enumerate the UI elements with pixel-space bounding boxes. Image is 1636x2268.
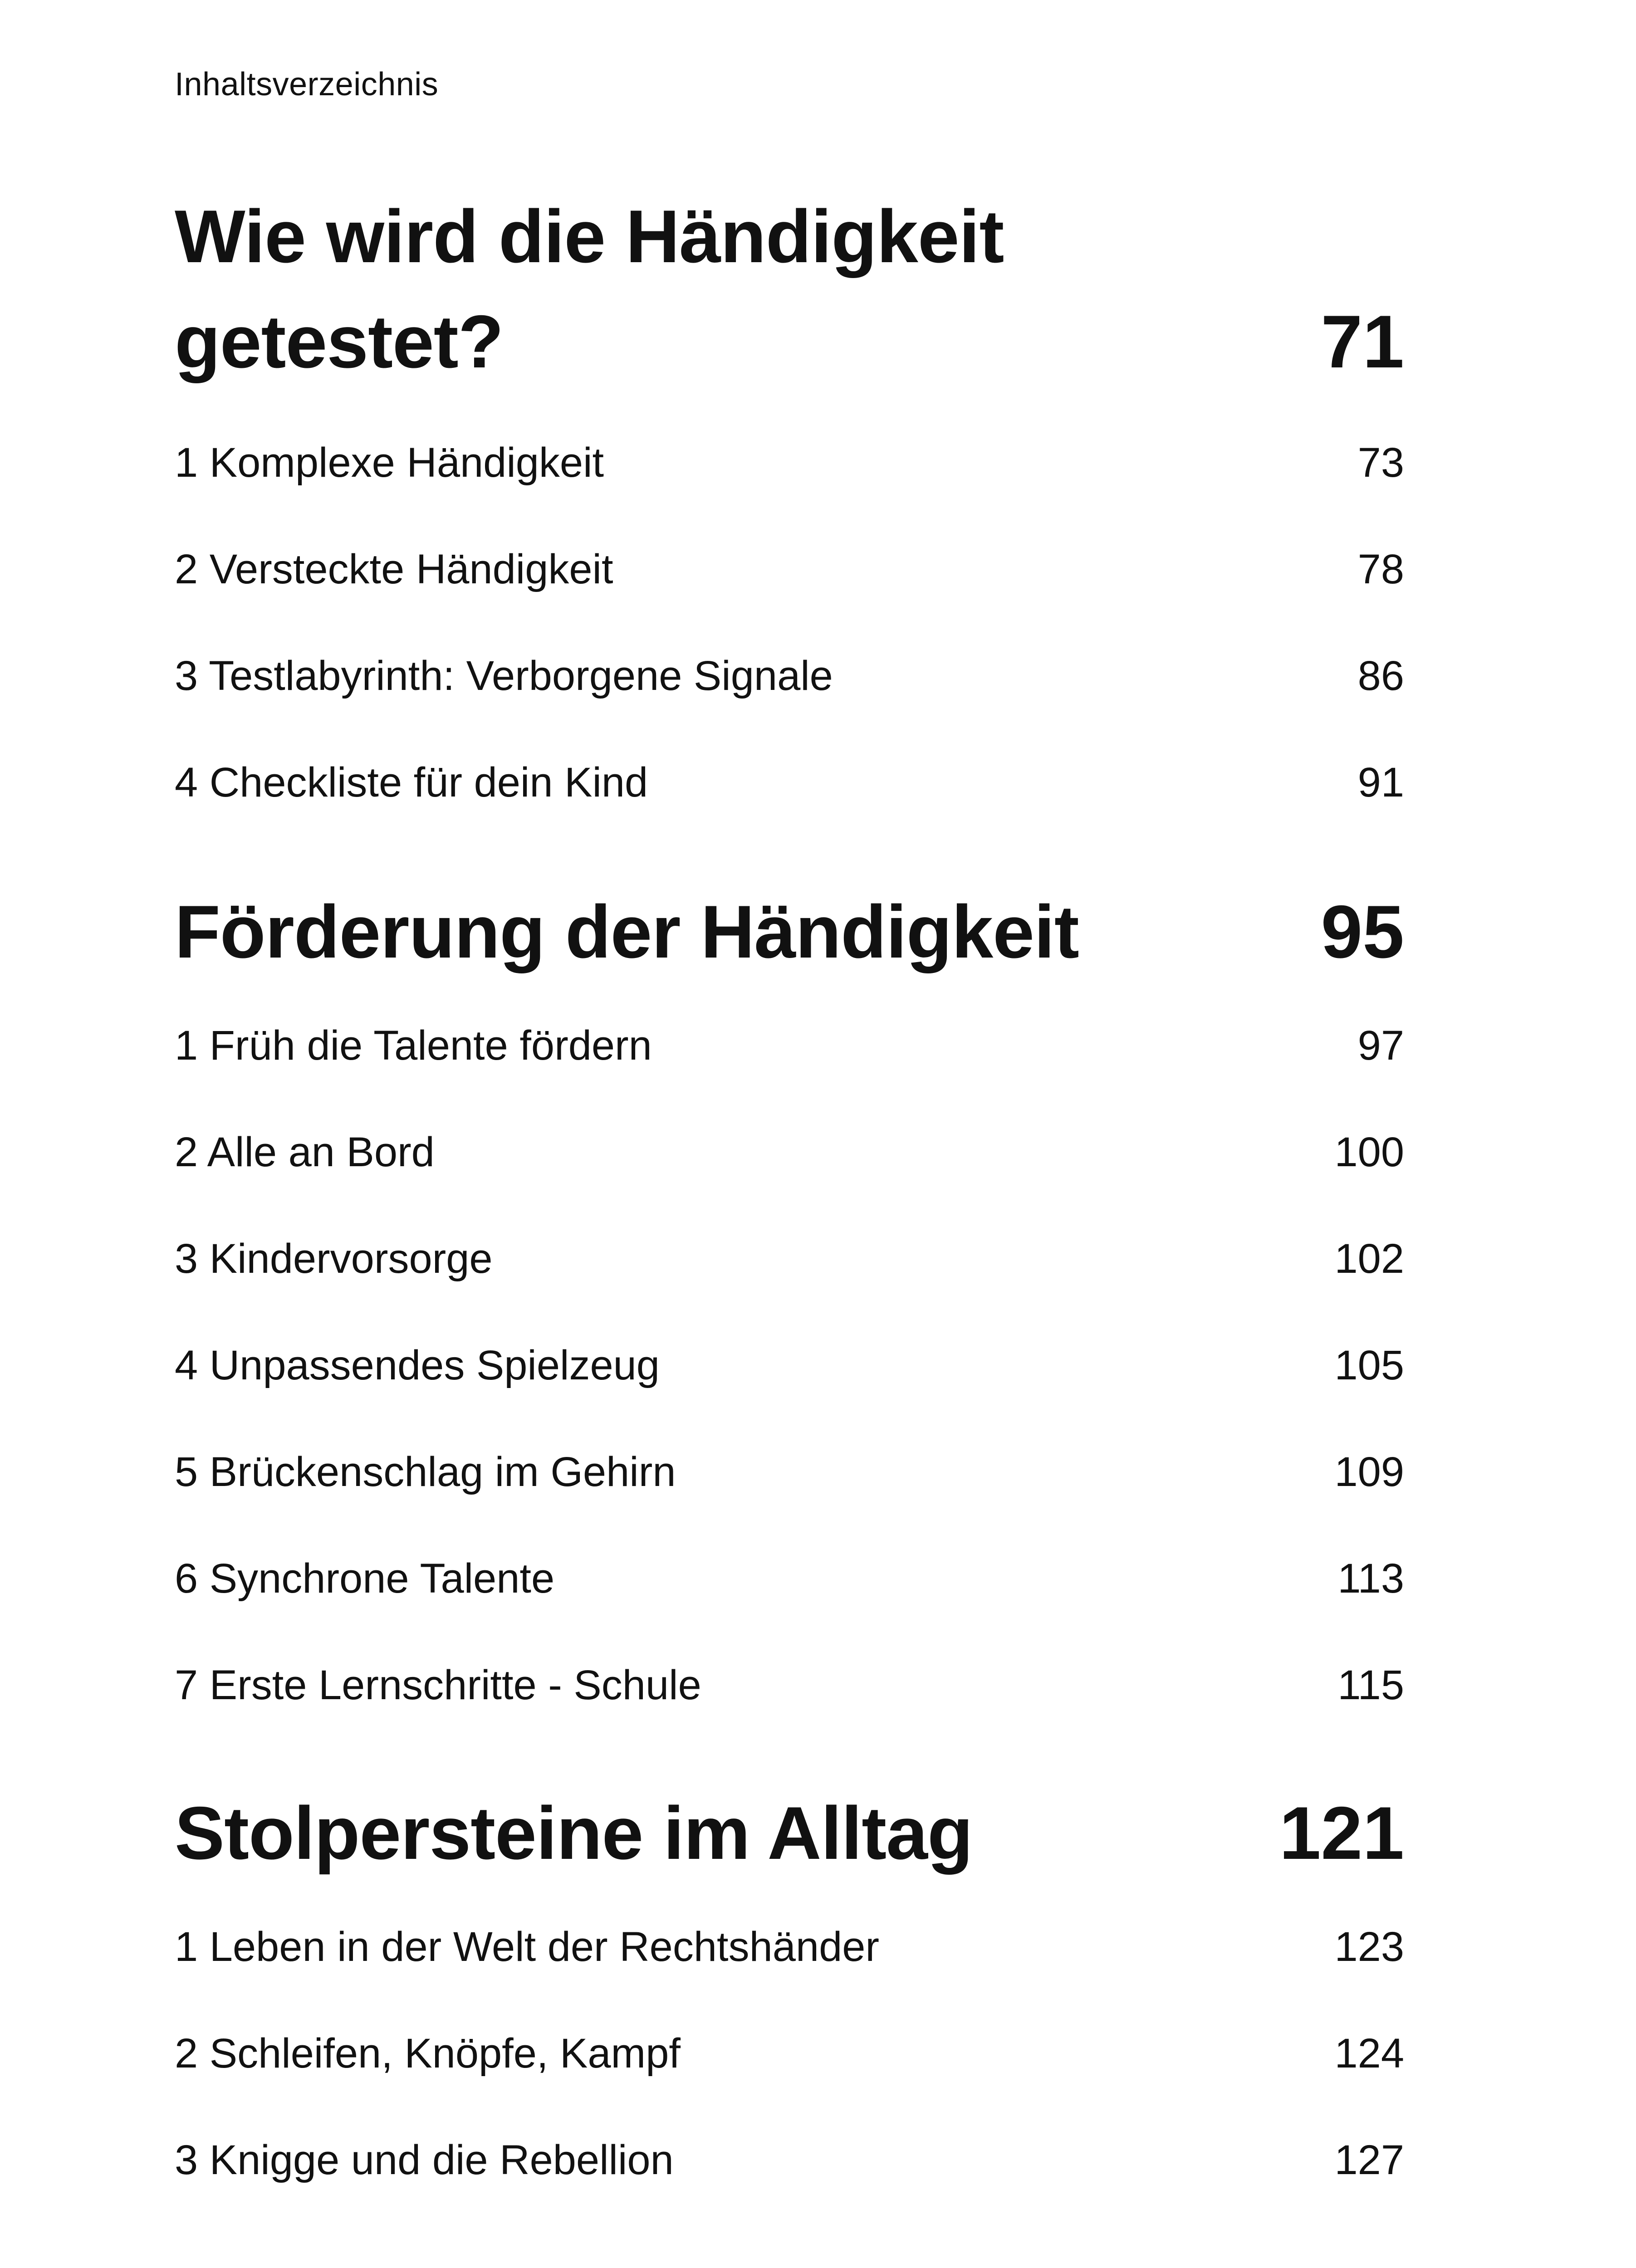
toc-entry[interactable] bbox=[175, 1556, 1404, 1601]
entry-label: 6 Synchrone Talente bbox=[175, 1555, 555, 1602]
entry-page-number: 91 bbox=[1357, 759, 1404, 806]
entry-label: 3 Knigge und die Rebellion bbox=[175, 2137, 674, 2183]
toc-entry[interactable] bbox=[175, 440, 1404, 485]
entry-page-number: 78 bbox=[1357, 546, 1404, 592]
toc-entry[interactable] bbox=[175, 1129, 1404, 1175]
entry-label: 2 Schleifen, Knöpfe, Kampf bbox=[175, 2030, 681, 2077]
entry-page-number: 105 bbox=[1334, 1342, 1404, 1388]
entry-page-number: 124 bbox=[1334, 2030, 1404, 2077]
entry-page-number: 127 bbox=[1334, 2137, 1404, 2183]
entry-label: 7 Erste Lernschritte - Schule bbox=[175, 1662, 701, 1708]
toc-entry[interactable] bbox=[175, 2031, 1404, 2076]
toc-entry[interactable] bbox=[175, 1343, 1404, 1388]
running-head: Inhaltsverzeichnis bbox=[175, 66, 439, 103]
entry-page-number: 73 bbox=[1357, 440, 1404, 486]
toc-entry[interactable] bbox=[175, 1449, 1404, 1495]
entry-page-number: 115 bbox=[1337, 1662, 1404, 1708]
entry-label: 4 Checkliste für dein Kind bbox=[175, 759, 648, 806]
entry-label: 1 Leben in der Welt der Rechtshänder bbox=[175, 1924, 880, 1970]
section-page-number: 71 bbox=[1321, 300, 1404, 383]
entry-page-number: 97 bbox=[1357, 1022, 1404, 1069]
entry-page-number: 102 bbox=[1334, 1236, 1404, 1282]
toc-entry[interactable] bbox=[175, 760, 1404, 805]
section-title: Förderung der Händigkeit bbox=[175, 890, 1079, 973]
entry-page-number: 86 bbox=[1357, 653, 1404, 699]
entry-label: 2 Versteckte Händigkeit bbox=[175, 546, 613, 592]
entry-label: 1 Früh die Talente fördern bbox=[175, 1022, 652, 1069]
entry-page-number: 100 bbox=[1334, 1129, 1404, 1175]
entry-page-number: 113 bbox=[1337, 1555, 1404, 1602]
section-page-number: 95 bbox=[1321, 890, 1404, 973]
entry-label: 2 Alle an Bord bbox=[175, 1129, 435, 1175]
toc-entry[interactable] bbox=[175, 2137, 1404, 2183]
toc-entry[interactable] bbox=[175, 1924, 1404, 1970]
entry-label: 3 Testlabyrinth: Verborgene Signale bbox=[175, 653, 833, 699]
entry-page-number: 123 bbox=[1334, 1924, 1404, 1970]
toc-entry[interactable] bbox=[175, 1236, 1404, 1281]
toc-entry[interactable] bbox=[175, 1662, 1404, 1708]
entry-label: 5 Brückenschlag im Gehirn bbox=[175, 1449, 676, 1495]
entry-label: 1 Komplexe Händigkeit bbox=[175, 440, 604, 486]
section-heading bbox=[175, 1780, 1404, 1886]
entry-page-number: 109 bbox=[1334, 1449, 1404, 1495]
section-title: Wie wird die Händigkeit getestet? bbox=[175, 195, 1004, 383]
section-title: Stolpersteine im Alltag bbox=[175, 1791, 973, 1875]
toc-entry[interactable] bbox=[175, 1023, 1404, 1068]
entry-label: 3 Kindervorsorge bbox=[175, 1236, 493, 1282]
section-page-number: 121 bbox=[1279, 1791, 1404, 1875]
entry-label: 4 Unpassendes Spielzeug bbox=[175, 1342, 660, 1388]
toc-entry[interactable] bbox=[175, 653, 1404, 699]
toc-entry[interactable] bbox=[175, 547, 1404, 592]
section-heading bbox=[175, 184, 1404, 394]
section-heading bbox=[175, 879, 1404, 984]
